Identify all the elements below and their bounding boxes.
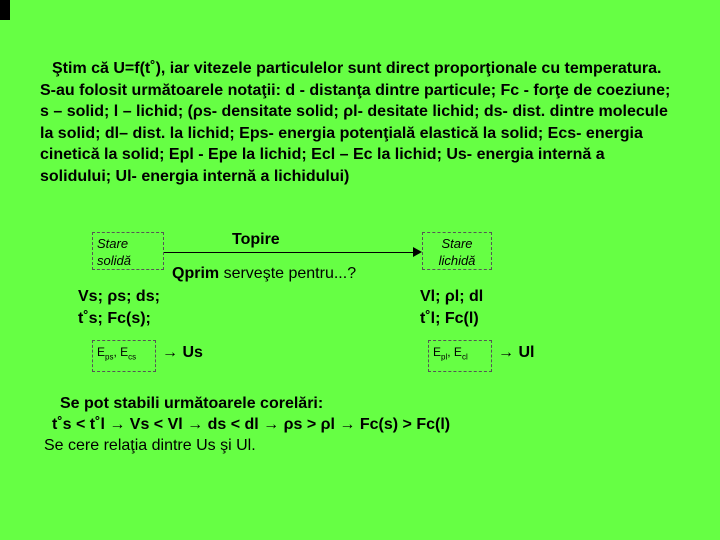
solid-energy-ep-sub: ps (105, 352, 114, 362)
solid-state-line2: solidă (97, 253, 131, 268)
question-bold: Qprim (172, 265, 220, 282)
question-text (172, 265, 356, 283)
liquid-result: → Ul (498, 344, 535, 361)
liquid-energy-sep: , (447, 345, 454, 359)
solid-energy-ec: E (120, 345, 129, 359)
solid-energy-ec-sub: cs (128, 352, 137, 362)
intro-paragraph: Ştim că U=f(t˚), iar vitezele particulelor sunt direct proporţionale cu temperatura. S-au folosit următoarele notaţii: d - distanţa dintre particule; Fc - forţe de coeziune; s – solid; l – lichid; (ρs- densitate solid; ρl- desitate lichid; ds- dist. dintre molecule la solid; dl– dist. la lichid; Eps- energia potenţială elastică la solid; Ecs- energia cinetică la solid; Epl - Epe la lichid; Ecl – Ec la lichid; Us- energia internă a solidului; Ul- energia internă a lichidului) (40, 60, 671, 185)
liquid-state-box (422, 232, 492, 270)
melting-arrow-line (164, 252, 414, 253)
solid-energy-ep: E (97, 345, 106, 359)
conclusion-line3: Se cere relaţia dintre Us şi Ul. (44, 437, 256, 454)
liquid-energy-box (428, 340, 492, 372)
liquid-state-line2: lichidă (438, 253, 476, 268)
liquid-props-line2: t˚l; Fc(l) (420, 310, 479, 327)
conclusion-line1: Se pot stabili următoarele corelări: (60, 395, 324, 412)
corner-mark (0, 0, 10, 20)
liquid-props-line1: Vl; ρl; dl (420, 288, 484, 305)
liquid-energy-ep: E (433, 345, 442, 359)
solid-energy-box (92, 340, 156, 372)
solid-result: → Us (162, 344, 203, 361)
liquid-state-line1: Stare (441, 236, 473, 251)
solid-state-line1: Stare (97, 236, 129, 251)
liquid-energy-ep-sub: pl (441, 352, 448, 362)
conclusion-line2: t˚s < t˚l → Vs < Vl → ds < dl → ρs > ρl → Fc(s) > Fc(l) (52, 416, 451, 433)
liquid-energy-ec-sub: cl (461, 352, 468, 362)
question-rest: serveşte pentru...? (219, 265, 357, 282)
solid-props-line1: Vs; ρs; ds; (78, 288, 160, 305)
solid-state-box (92, 232, 164, 270)
melting-arrow-head (413, 247, 422, 257)
solid-props-line2: t˚s; Fc(s); (78, 310, 151, 327)
liquid-energy-ec: E (453, 345, 462, 359)
process-label: Topire (232, 231, 280, 248)
solid-energy-sep: , (113, 345, 121, 359)
